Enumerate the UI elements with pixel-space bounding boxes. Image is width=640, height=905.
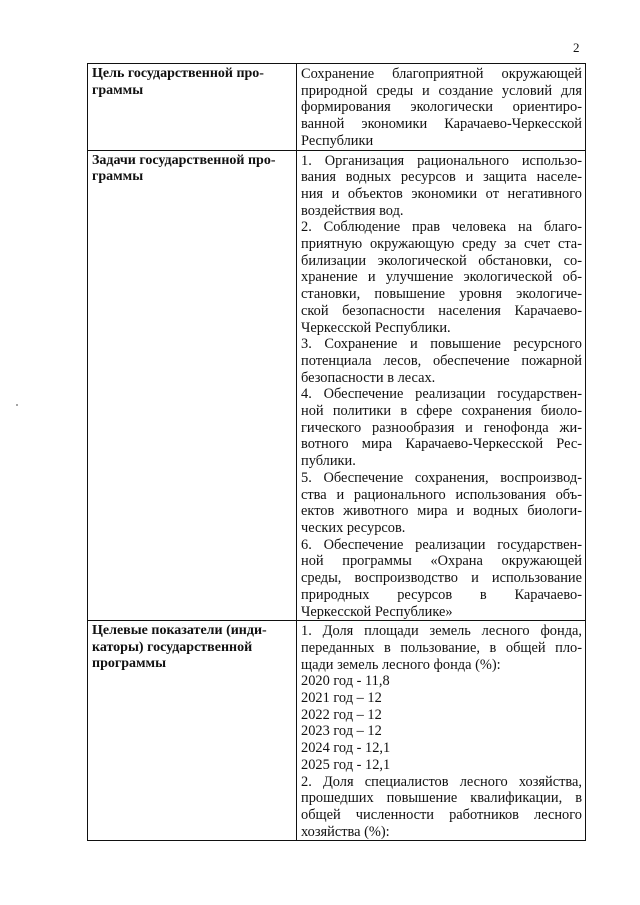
indicator-line: переданных в пользование, в общей пло- (301, 639, 582, 656)
task-line: природных ресурсов в Карачаево- (301, 586, 582, 603)
goal-content-cell (297, 64, 586, 151)
scan-speck (16, 404, 18, 406)
task-line: становки, повышение уровня экологиче- (301, 286, 582, 303)
tasks-content-cell (297, 150, 586, 621)
indicator-year-value: 2020 год - 11,8 (301, 673, 390, 690)
task-line: 5. Обеспечение сохранения, воспроизвод- (301, 469, 582, 486)
indicators-content-cell (297, 621, 586, 841)
goal-label: Цель государственной про- граммы (92, 66, 264, 98)
task-line: ной политики в сфере сохранения биоло- (301, 403, 582, 420)
task-line: ектов животного мира и водных биологи- (301, 503, 582, 520)
indicator-line: 2. Доля специалистов лесного хозяйства, (301, 773, 582, 790)
task-item-5 (297, 470, 585, 537)
goal-line: Сохранение благоприятной окружающей (301, 66, 582, 82)
task-line: Черкесской Республике» (301, 603, 453, 620)
program-passport-table (87, 63, 586, 841)
task-line: безопасности в лесах. (301, 369, 436, 386)
page-number: 2 (573, 40, 580, 55)
task-line: ства и рационального использования объ- (301, 486, 582, 503)
tasks-label-cell (88, 150, 297, 621)
goal-line: Республики (301, 132, 374, 149)
task-line: Черкесской Республики. (301, 319, 451, 336)
indicator-year-value: 2021 год – 12 (301, 690, 382, 707)
task-line: ческих ресурсов. (301, 519, 406, 536)
task-line: 4. Обеспечение реализации государствен- (301, 386, 582, 403)
task-line: вания водных ресурсов и защита населе- (301, 169, 582, 186)
table-row-goal (88, 64, 586, 151)
task-line: ной программы «Охрана окружающей (301, 553, 582, 570)
task-line: ния и объектов экономики от негативного (301, 185, 582, 202)
task-item-3 (297, 336, 585, 386)
task-line: публики. (301, 453, 356, 470)
indicator-year-value: 2024 год - 12,1 (301, 740, 391, 757)
task-line: 1. Организация рационального использо- (301, 152, 582, 169)
table-row-indicators (88, 621, 586, 841)
task-item-2 (297, 219, 585, 336)
goal-line: формирования экологически ориентиро- (301, 99, 582, 116)
task-item-1 (297, 151, 585, 220)
task-item-4 (297, 386, 585, 470)
indicators-label-cell (88, 621, 297, 841)
task-line: потенциала лесов, обеспечение пожарной (301, 352, 582, 369)
indicator-line: щади земель лесного фонда (%): (301, 656, 501, 673)
task-line: 6. Обеспечение реализации государствен- (301, 536, 582, 553)
goal-line: ванной экономики Карачаево-Черкесской (301, 116, 582, 133)
indicators-label: Целевые показатели (инди- каторы) государственной программы (92, 623, 267, 672)
tasks-label: Задачи государственной про- граммы (92, 152, 276, 185)
indicator-line: общей численности работников лесного (301, 806, 582, 823)
task-line: вотного мира Карачаево-Черкесской Рес- (301, 436, 582, 453)
indicator-year-value: 2022 год – 12 (301, 706, 382, 723)
task-line: 3. Сохранение и повышение ресурсного (301, 336, 582, 353)
goal-line: природной среды и создание условий для (301, 82, 582, 99)
indicator-year-value: 2023 год – 12 (301, 723, 382, 740)
task-line: среды, воспроизводство и использование (301, 570, 582, 587)
goal-label-cell (88, 64, 297, 151)
task-line: приятную окружающую среду за счет ста- (301, 236, 582, 253)
task-line: билизации экологической обстановки, со- (301, 252, 582, 269)
indicator-line: хозяйства (%): (301, 823, 390, 840)
task-line: гического разнообразия и генофонда жи- (301, 419, 582, 436)
table-row-tasks (88, 150, 586, 621)
indicator-line: прошедших повышение квалификации, в (301, 790, 582, 807)
task-line: 2. Соблюдение прав человека на благо- (301, 219, 582, 236)
task-line: хранение и улучшение экологической об- (301, 269, 582, 286)
indicator-year-value: 2025 год - 12,1 (301, 756, 391, 773)
task-line: ской безопасности населения Карачаево- (301, 302, 582, 319)
task-line: воздействия вод. (301, 202, 404, 219)
task-item-6 (297, 537, 585, 621)
indicator-line: 1. Доля площади земель лесного фонда, (301, 623, 582, 640)
